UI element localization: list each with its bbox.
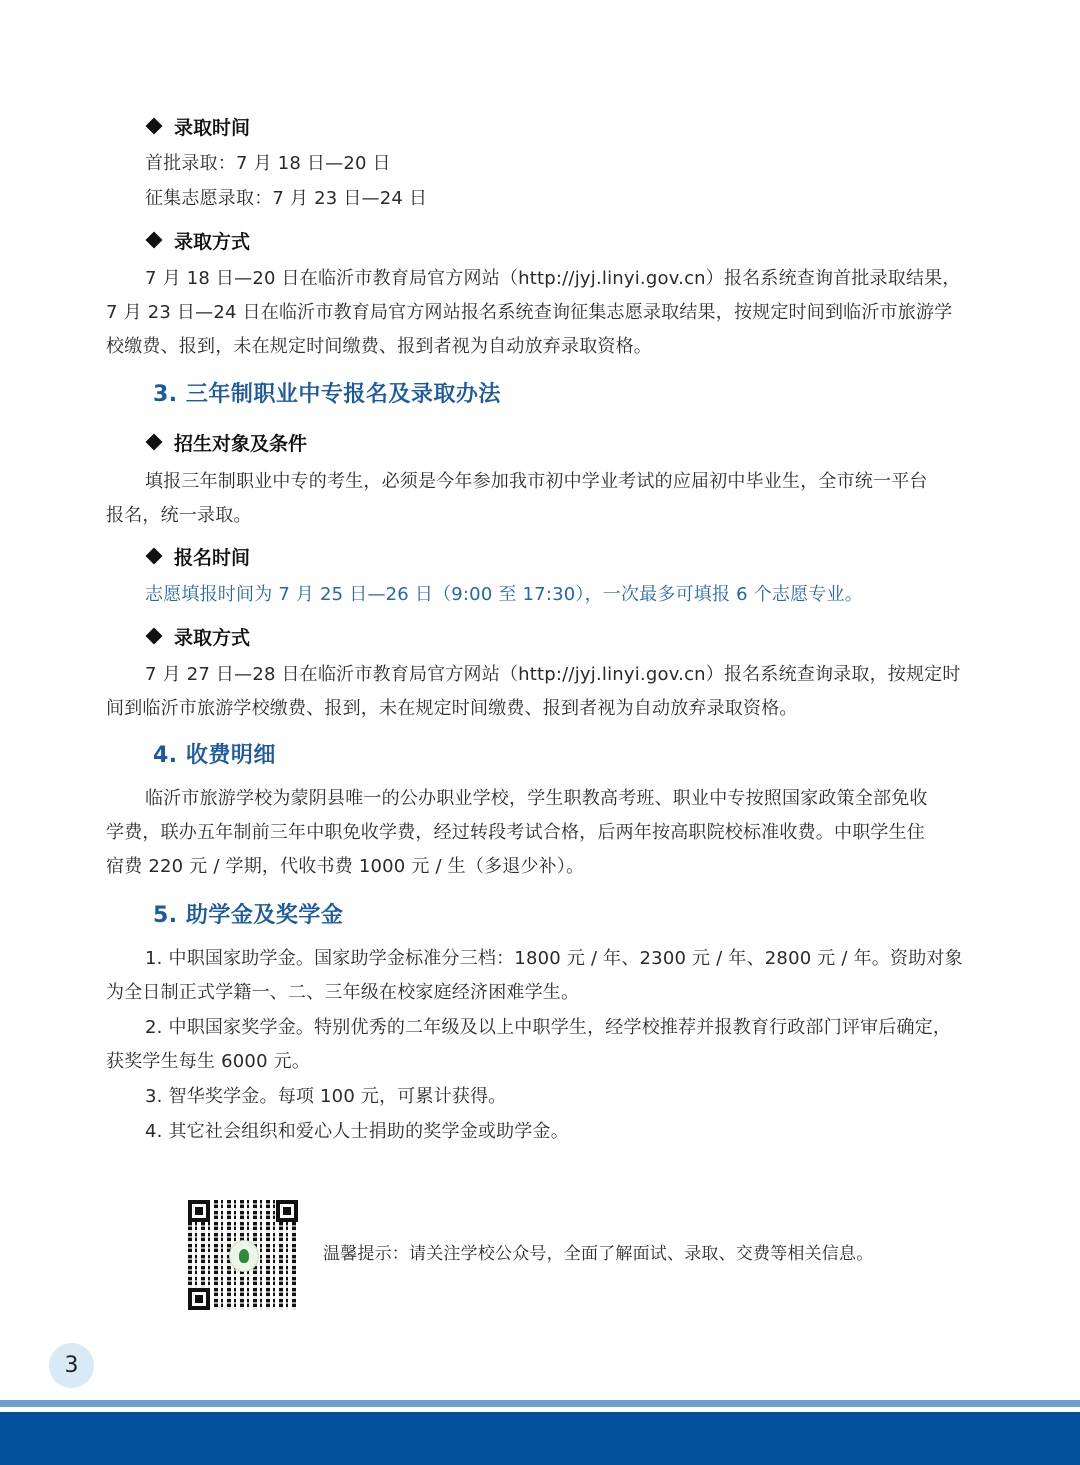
paragraph-line: 7 月 27 日—28 日在临沂市教育局官方网站（http://jyj.linyi.gov.cn）报名系统查询录取，按规定时 bbox=[145, 664, 961, 685]
registration-highlight: 志愿填报时间为 7 月 25 日—26 日（9:00 至 17:30），一次最多可填报 6 个志愿专业。 bbox=[145, 584, 863, 605]
heading-text: 录取时间 bbox=[174, 116, 251, 139]
paragraph-line: 临沂市旅游学校为蒙阴县唯一的公办职业学校，学生职教高考班、职业中专按照国家政策全部免收 bbox=[145, 788, 928, 809]
qr-finder-icon bbox=[188, 1200, 210, 1222]
paragraph-line: 7 月 23 日—24 日在临沂市教育局官方网站报名系统查询征集志愿录取结果，按规定时间到临沂市旅游学 bbox=[106, 302, 953, 323]
heading-text: 录取方式 bbox=[174, 230, 251, 253]
registration-time-heading bbox=[145, 542, 250, 570]
admission-method-heading bbox=[145, 226, 250, 254]
heading-text: 报名时间 bbox=[174, 546, 251, 569]
school-logo-icon bbox=[229, 1240, 259, 1272]
qr-finder-icon bbox=[188, 1288, 210, 1310]
footer-bar-dark bbox=[0, 1412, 1080, 1465]
footer-tip: 温馨提示：请关注学校公众号，全面了解面试、录取、交费等相关信息。 bbox=[323, 1244, 874, 1264]
paragraph-line: 填报三年制职业中专的考生，必须是今年参加我市初中学业考试的应届初中毕业生，全市统一平台 bbox=[145, 471, 928, 492]
list-item: 4. 其它社会组织和爱心人士捐助的奖学金或助学金。 bbox=[145, 1121, 569, 1142]
page-number-badge: 3 bbox=[49, 1343, 94, 1388]
list-item: 3. 智华奖学金。每项 100 元，可累计获得。 bbox=[145, 1086, 507, 1107]
list-item-cont: 为全日制正式学籍一、二、三年级在校家庭经济困难学生。 bbox=[106, 982, 580, 1003]
paragraph-line: 宿费 220 元 / 学期，代收书费 1000 元 / 生（多退少补）。 bbox=[106, 856, 585, 877]
section-3-title: 3. 三年制职业中专报名及录取办法 bbox=[153, 382, 501, 407]
admission-method-heading-3 bbox=[145, 622, 250, 650]
diamond-bullet-icon bbox=[146, 434, 163, 451]
list-item: 2. 中职国家奖学金。特别优秀的二年级及以上中职学生，经学校推荐并报教育行政部门评审后确定， bbox=[145, 1017, 952, 1038]
paragraph-line: 校缴费、报到，未在规定时间缴费、报到者视为自动放弃录取资格。 bbox=[106, 336, 652, 357]
diamond-bullet-icon bbox=[146, 548, 163, 565]
diamond-bullet-icon bbox=[146, 118, 163, 135]
diamond-bullet-icon bbox=[146, 232, 163, 249]
diamond-bullet-icon bbox=[146, 628, 163, 645]
footer-bar-light bbox=[0, 1400, 1080, 1407]
heading-text: 招生对象及条件 bbox=[174, 432, 308, 455]
section-4-title: 4. 收费明细 bbox=[153, 743, 276, 768]
qr-code-icon[interactable] bbox=[188, 1200, 298, 1310]
list-item-cont: 获奖学生每生 6000 元。 bbox=[106, 1051, 311, 1072]
first-batch-line: 首批录取：7 月 18 日—20 日 bbox=[145, 153, 391, 174]
paragraph-line: 学费，联办五年制前三年中职免收学费，经过转段考试合格，后两年按高职院校标准收费。中职学生住 bbox=[106, 822, 925, 843]
heading-text: 录取方式 bbox=[174, 626, 251, 649]
paragraph-line: 7 月 18 日—20 日在临沂市教育局官方网站（http://jyj.linyi.gov.cn）报名系统查询首批录取结果， bbox=[145, 268, 961, 289]
list-item: 1. 中职国家助学金。国家助学金标准分三档：1800 元 / 年、2300 元 / 年、2800 元 / 年。资助对象 bbox=[145, 948, 963, 969]
eligibility-heading bbox=[145, 428, 307, 456]
paragraph-line: 间到临沂市旅游学校缴费、报到，未在规定时间缴费、报到者视为自动放弃录取资格。 bbox=[106, 698, 798, 719]
admission-time-heading bbox=[145, 112, 250, 140]
supplementary-line: 征集志愿录取：7 月 23 日—24 日 bbox=[145, 188, 428, 209]
qr-finder-icon bbox=[276, 1200, 298, 1222]
section-5-title: 5. 助学金及奖学金 bbox=[153, 903, 344, 928]
paragraph-line: 报名，统一录取。 bbox=[106, 505, 252, 526]
